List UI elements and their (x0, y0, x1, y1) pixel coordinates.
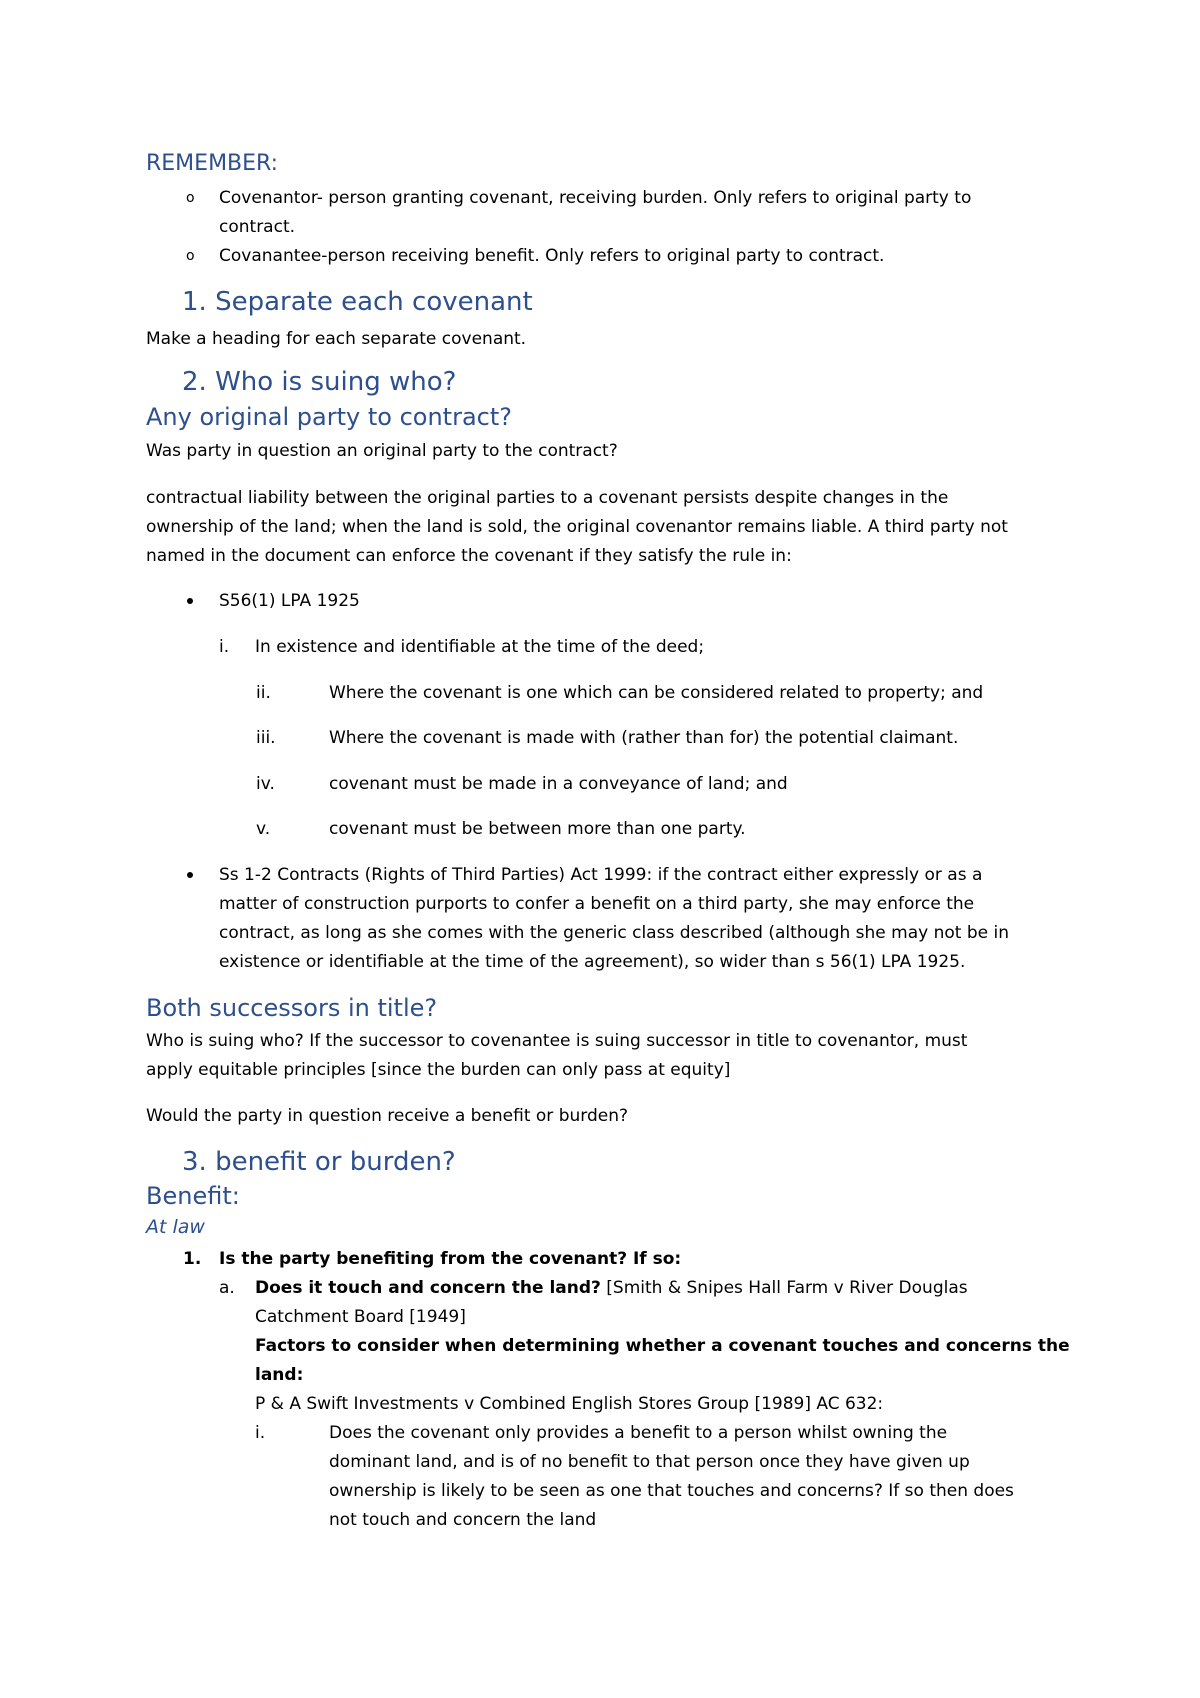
swift-case: P & A Swift Investments v Combined English Stores Group [1989] AC 632: (255, 1394, 884, 1414)
factor-i-line: Does the covenant only provides a benefit to a person whilst owning the (329, 1423, 948, 1443)
section-3-heading: 3. benefit or burden? (182, 1147, 456, 1177)
at-law-subheading: At law (146, 1216, 205, 1238)
s56-bullet: S56(1) LPA 1925 (219, 591, 360, 611)
roman-numeral: i. (255, 1423, 266, 1443)
liability-paragraph-line: named in the document can enforce the covenant if they satisfy the rule in: (146, 546, 792, 566)
contracts-act-line: existence or identifiable at the time of the agreement), so wider than s 56(1) LPA 1925. (219, 952, 966, 972)
touch-concern-case: [Smith & Snipes Hall Farm v River Douglas (600, 1278, 968, 1298)
roman-numeral: v. (256, 819, 271, 839)
remember-item-covenantor-cont: contract. (219, 217, 296, 237)
roman-item: covenant must be made in a conveyance of land; and (329, 774, 788, 794)
benefit-item-1: Is the party benefiting from the covenant? If so: (219, 1249, 682, 1269)
original-party-subheading: Any original party to contract? (146, 403, 512, 431)
remember-item-covenantor: Covenantor- person granting covenant, receiving burden. Only refers to original party to (219, 188, 972, 208)
roman-numeral: i. (219, 637, 230, 657)
roman-numeral: iii. (256, 728, 276, 748)
benefit-subheading: Benefit: (146, 1182, 240, 1210)
bullet-icon (187, 598, 193, 604)
roman-item: In existence and identifiable at the time of the deed; (255, 637, 705, 657)
factor-i-line: ownership is likely to be seen as one that touches and concerns? If so then does (329, 1481, 1014, 1501)
section-2-heading: 2. Who is suing who? (182, 367, 457, 397)
touch-concern-bold: Does it touch and concern the land? (255, 1278, 601, 1298)
benefit-question: Would the party in question receive a benefit or burden? (146, 1106, 628, 1126)
roman-numeral: ii. (256, 683, 271, 703)
liability-paragraph-line: ownership of the land; when the land is sold, the original covenantor remains liable. A third party not (146, 517, 1008, 537)
roman-item: Where the covenant is one which can be considered related to property; and (329, 683, 984, 703)
liability-paragraph-line: contractual liability between the original parties to a covenant persists despite changes in the (146, 488, 949, 508)
section-1-text: Make a heading for each separate covenant. (146, 329, 527, 349)
remember-heading: REMEMBER: (146, 151, 279, 176)
roman-item: covenant must be between more than one party. (329, 819, 746, 839)
list-letter: a. (219, 1278, 235, 1298)
contracts-act-line: Ss 1-2 Contracts (Rights of Third Parties) Act 1999: if the contract either expressly or as a (219, 865, 983, 885)
list-number: 1. (183, 1249, 202, 1269)
touch-concern-case-cont: Catchment Board [1949] (255, 1307, 466, 1327)
contracts-act-line: matter of construction purports to confer a benefit on a third party, she may enforce the (219, 894, 975, 914)
roman-numeral: iv. (256, 774, 275, 794)
circle-bullet-icon: o (186, 248, 195, 264)
contracts-act-line: contract, as long as she comes with the generic class described (although she may not be in (219, 923, 1010, 943)
successors-line: Who is suing who? If the successor to covenantee is suing successor in title to covenantor, must (146, 1031, 968, 1051)
circle-bullet-icon: o (186, 190, 195, 206)
roman-item: Where the covenant is made with (rather than for) the potential claimant. (329, 728, 959, 748)
factor-i-line: not touch and concern the land (329, 1510, 597, 1530)
remember-item-covenantee: Covanantee-person receiving benefit. Only refers to original party to contract. (219, 246, 885, 266)
bullet-icon (187, 872, 193, 878)
factors-line: land: (255, 1365, 304, 1385)
original-party-question: Was party in question an original party to the contract? (146, 441, 618, 461)
successors-line: apply equitable principles [since the burden can only pass at equity] (146, 1060, 731, 1080)
successors-subheading: Both successors in title? (146, 994, 438, 1022)
touch-concern-line (255, 1274, 968, 1303)
factors-line: Factors to consider when determining whether a covenant touches and concerns the (255, 1336, 1070, 1356)
factor-i-line: dominant land, and is of no benefit to that person once they have given up (329, 1452, 970, 1472)
section-1-heading: 1. Separate each covenant (182, 287, 533, 317)
